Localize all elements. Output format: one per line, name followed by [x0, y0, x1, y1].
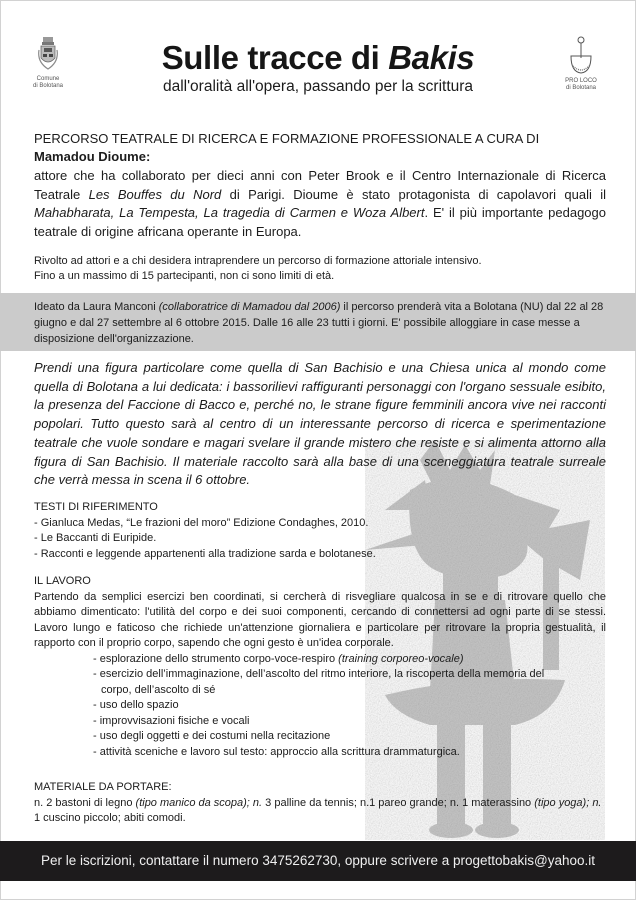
- page-title: [0, 40, 636, 76]
- contact-footer: Per le iscrizioni, contattare il numero 3475262730, oppure scrivere a progettobakis@yahoo.it: [0, 841, 636, 881]
- intro-text-2-italic: Mahabharata, La Tempesta, La tragedia di Carmen e Woza Albert: [34, 205, 425, 221]
- info-band-text-2: il percorso prenderà vita a Bolotana (NU) dal 22 al 28 giugno e dal 27 settembre al 6 ottobre 2015. Dalle 16 alle 23 tutti i giorni. E' possibile alloggiare in case messe a disposizione dell'organizzazione.: [34, 301, 604, 345]
- references-section: [34, 500, 606, 562]
- comune-logo-line2: di Bolotana: [32, 83, 64, 89]
- comune-logo-line1: Comune: [36, 76, 60, 82]
- work-item-1-italic: (training corporeo-vocale): [338, 652, 464, 665]
- intro-text-1-italic: Les Bouffes du Nord: [88, 186, 222, 202]
- info-band-text-italic: (collaboratrice di Mamadou dal 2006): [158, 301, 341, 313]
- materials-text-a-italic: (tipo manico da scopa); n.: [135, 796, 263, 809]
- materials-heading: MATERIALE DA PORTARE:: [34, 781, 172, 793]
- pro-loco-logo-line2: di Bolotana: [565, 85, 597, 91]
- work-item-1-text: - esplorazione dello strumento corpo-voce-respiro: [93, 652, 339, 665]
- reference-item: - Gianluca Medas, “Le frazioni del moro” Edizione Condaghes, 2010.: [34, 516, 369, 529]
- work-item: - esercizio dell’immaginazione, dell’ascolto del ritmo interiore, la riscoperta della memoria del: [93, 668, 545, 680]
- work-item: - uso dello spazio: [93, 699, 179, 711]
- work-item-continued: corpo, dell’ascolto di sé: [101, 683, 216, 696]
- materials-text-b: 3 palline da tennis; n.1 pareo grande; n. 1 materassino: [262, 796, 535, 809]
- audience-line-1: Rivolto ad attori e a chi desidera intraprendere un percorso di formazione attoriale intensivo.: [34, 255, 482, 267]
- work-paragraph: Partendo da semplici esercizi ben coordinati, si cercherà di risvegliare qualcosa in se e di ritrovare quello che abbiamo dimenticato: l'utilità del corpo e dei suoi componenti, cercando di connettersi ad ogni parte di se stessi. Lavoro lungo e faticoso che richiede un'attenzione giornaliera e particolare per ritrovare la propria gestualità, il rapporto con il proprio corpo, sapendo che ogni gesto è un'idea corporale.: [34, 590, 606, 649]
- work-item: - improvvisazioni fisiche e vocali: [93, 714, 250, 727]
- intro-paragraph: [34, 167, 606, 241]
- intro-heading: PERCORSO TEATRALE DI RICERCA E FORMAZIONE PROFESSIONALE A CURA DI: [34, 131, 540, 146]
- work-item: - uso degli oggetti e dei costumi nella recitazione: [93, 730, 331, 742]
- materials-section: [34, 780, 606, 827]
- description-paragraph: Prendi una figura particolare come quella di San Bachisio e una Chiesa unica al mondo come quella di Bolotana a lui dedicata: i bassorilievi raffiguranti personaggi con l'organo sessuale esibito, la presenza del Faccione di Bacco e, perché no, le strane figure femminili ancora vive nei racconti popolari. Tutto questo sarà al centro di un interessante percorso di ricerca e sperimentazione teatrale che vuole sondare e magari svelare il grande mistero che resiste e si alimenta attorno alla figura di San Bachisio. Il materiale raccolto sarà alla base di una sceneggiatura teatrale surreale che verrà messa in scena il 6 ottobre.: [34, 360, 606, 488]
- materials-list: [34, 796, 606, 827]
- references-heading: TESTI DI RIFERIMENTO: [34, 501, 158, 513]
- work-item: - attività sceniche e lavoro sul testo: approccio alla scrittura drammaturgica.: [93, 745, 460, 758]
- reference-item: - Le Baccanti di Euripide.: [34, 532, 157, 544]
- work-item: [93, 652, 606, 668]
- audience-line-2: Fino a un massimo di 15 partecipanti, non ci sono limiti di età.: [34, 270, 335, 282]
- work-section: [34, 574, 606, 760]
- intro-text-2: di Parigi. Dioume è stato protagonista di capolavori quali il: [221, 186, 606, 202]
- intro-text-1: attore che ha collaborato per dieci anni con Peter Brook e il Centro Internazionale di Ricerca Teatrale: [34, 168, 606, 202]
- info-band-text: [34, 299, 606, 347]
- materials-text-b-italic: (tipo yoga); n.: [534, 796, 602, 809]
- work-heading: IL LAVORO: [34, 575, 91, 587]
- intro-text-3: . E' il più importante pedagogo teatrale di origine africana operante in Europa.: [34, 205, 606, 239]
- page-subtitle: dall'oralità all'opera, passando per la scrittura: [162, 78, 474, 95]
- instructor-name: Mamadou Dioume:: [34, 149, 151, 164]
- materials-text-c: 1 cuscino piccolo; abiti comodi.: [34, 812, 186, 824]
- title-italic: Bakis: [388, 39, 475, 76]
- info-band-text-1: Ideato da Laura Manconi: [34, 301, 159, 313]
- reference-item: - Racconti e leggende appartenenti alla tradizione sarda e bolotanese.: [34, 547, 376, 560]
- pro-loco-logo-line1: PRO LOCO: [565, 78, 597, 84]
- materials-text-a: n. 2 bastoni di legno: [34, 796, 136, 809]
- title-main: Sulle tracce di: [161, 39, 389, 76]
